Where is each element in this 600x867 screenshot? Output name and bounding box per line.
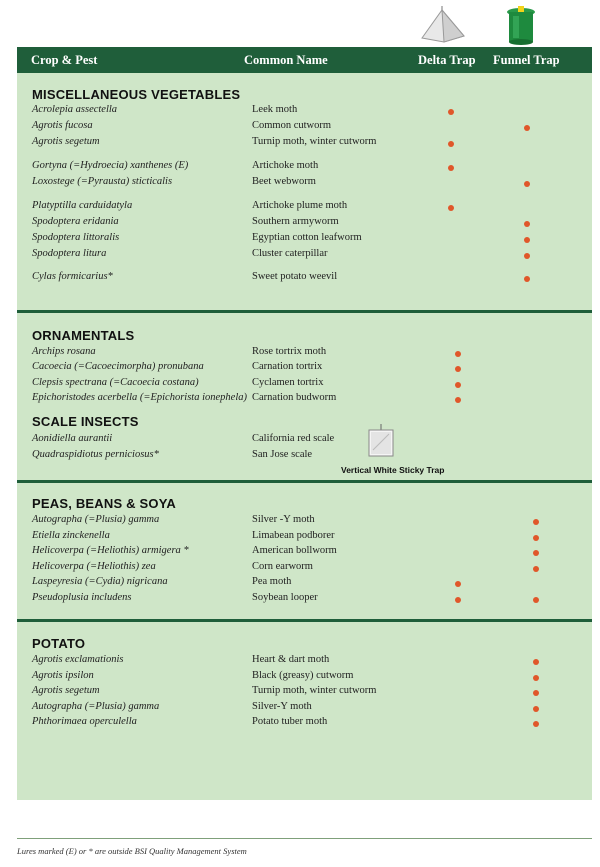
scientific-name: Acrolepia assectella <box>32 104 118 115</box>
table-row <box>0 216 600 231</box>
scientific-name: Autographa (=Plusia) gamma <box>32 514 160 525</box>
funnel-trap-icon <box>503 4 539 46</box>
common-name: Sweet potato weevil <box>252 271 338 282</box>
table-row <box>0 377 600 392</box>
scientific-name: Cylas formicarius* <box>32 271 113 282</box>
table-row <box>0 433 600 448</box>
common-name: Carnation tortrix <box>252 361 323 372</box>
table-row <box>0 701 600 716</box>
scientific-name: Epichoristodes acerbella (=Epichorista ionephela) <box>32 392 248 403</box>
scientific-name: Spodoptera eridania <box>32 216 119 227</box>
sticky-trap-icon <box>366 424 396 460</box>
delta-trap-dot <box>448 109 454 115</box>
footer-divider <box>17 838 592 839</box>
common-name: Corn earworm <box>252 561 313 572</box>
funnel-trap-dot <box>533 659 539 665</box>
table-row <box>0 271 600 286</box>
table-row <box>0 200 600 215</box>
funnel-trap-dot <box>533 675 539 681</box>
common-name: Beet webworm <box>252 176 316 187</box>
common-name: Common cutworm <box>252 120 332 131</box>
delta-trap-dot <box>455 366 461 372</box>
table-row <box>0 136 600 151</box>
scientific-name: Spodoptera litura <box>32 248 107 259</box>
funnel-trap-dot <box>533 535 539 541</box>
scientific-name: Agrotis exclamationis <box>32 654 124 665</box>
common-name: Leek moth <box>252 104 298 115</box>
common-name: Heart & dart moth <box>252 654 330 665</box>
common-name: San Jose scale <box>252 449 313 460</box>
delta-trap-dot <box>455 382 461 388</box>
common-name: American bollworm <box>252 545 337 556</box>
table-row <box>0 716 600 731</box>
table-row <box>0 176 600 191</box>
funnel-trap-dot <box>533 597 539 603</box>
scientific-name: Aonidiella aurantii <box>32 433 113 444</box>
table-header <box>17 47 592 73</box>
funnel-trap-dot <box>524 237 530 243</box>
sticky-trap-label: Vertical White Sticky Trap <box>341 465 445 475</box>
common-name: Southern armyworm <box>252 216 339 227</box>
funnel-trap-dot <box>533 519 539 525</box>
scientific-name: Spodoptera littoralis <box>32 232 120 243</box>
delta-trap-dot <box>455 597 461 603</box>
scientific-name: Autographa (=Plusia) gamma <box>32 701 160 712</box>
common-name: Black (greasy) cutworm <box>252 670 354 681</box>
scientific-name: Platyptilla carduidatyla <box>32 200 133 211</box>
section-title: ORNAMENTALS <box>32 328 135 343</box>
scientific-name: Archips rosana <box>32 346 96 357</box>
section-divider <box>17 310 592 313</box>
scientific-name: Agrotis segetum <box>32 685 100 696</box>
delta-trap-dot <box>455 351 461 357</box>
funnel-trap-dot <box>524 276 530 282</box>
funnel-trap-dot <box>524 125 530 131</box>
header-common-name: Common Name <box>244 53 328 67</box>
common-name: Cyclamen tortrix <box>252 377 324 388</box>
table-row <box>0 232 600 247</box>
scientific-name: Pseudoplusia includens <box>32 592 132 603</box>
table-row <box>0 449 600 464</box>
common-name: Silver-Y moth <box>252 701 312 712</box>
scientific-name: Cacoecia (=Cacoecimorpha) pronubana <box>32 361 204 372</box>
scientific-name: Agrotis segetum <box>32 136 100 147</box>
section-title: MISCELLANEOUS VEGETABLES <box>32 87 241 102</box>
funnel-trap-dot <box>524 221 530 227</box>
table-row <box>0 104 600 119</box>
table-row <box>0 361 600 376</box>
table-row <box>0 685 600 700</box>
table-row <box>0 592 600 607</box>
section-divider <box>17 619 592 622</box>
common-name: Soybean looper <box>252 592 318 603</box>
funnel-trap-dot <box>533 706 539 712</box>
table-row <box>0 545 600 560</box>
common-name: Cluster caterpillar <box>252 248 328 259</box>
table-row <box>0 248 600 263</box>
section-divider <box>17 480 592 483</box>
scientific-name: Helicoverpa (=Heliothis) zea <box>32 561 156 572</box>
funnel-trap-dot <box>533 566 539 572</box>
delta-trap-dot <box>448 141 454 147</box>
section-title: SCALE INSECTS <box>32 414 139 429</box>
scientific-name: Gortyna (=Hydroecia) xanthenes (E) <box>32 160 189 171</box>
common-name: Limabean podborer <box>252 530 335 541</box>
scientific-name: Agrotis ipsilon <box>32 670 94 681</box>
scientific-name: Quadraspidiotus perniciosus* <box>32 449 159 460</box>
common-name: Artichoke plume moth <box>252 200 348 211</box>
header-funnel-trap: Funnel Trap <box>493 53 560 67</box>
footer-note: Lures marked (E) or * are outside BSI Quality Management System <box>17 846 247 856</box>
funnel-trap-dot <box>524 253 530 259</box>
funnel-trap-dot <box>533 550 539 556</box>
header-delta-trap: Delta Trap <box>418 53 476 67</box>
table-row <box>0 670 600 685</box>
scientific-name: Clepsis spectrana (=Cacoecia costana) <box>32 377 199 388</box>
table-row <box>0 392 600 407</box>
delta-trap-dot <box>455 397 461 403</box>
scientific-name: Helicoverpa (=Heliothis) armigera * <box>32 545 189 556</box>
section-title: POTATO <box>32 636 86 651</box>
delta-trap-icon <box>420 6 466 44</box>
funnel-trap-dot <box>524 181 530 187</box>
delta-trap-dot <box>448 165 454 171</box>
scientific-name: Loxostege (=Pyrausta) sticticalis <box>32 176 173 187</box>
common-name: Turnip moth, winter cutworm <box>252 136 377 147</box>
table-row <box>0 654 600 669</box>
common-name: Silver -Y moth <box>252 514 315 525</box>
funnel-trap-dot <box>533 721 539 727</box>
funnel-trap-dot <box>533 690 539 696</box>
common-name: Carnation budworm <box>252 392 337 403</box>
common-name: Artichoke moth <box>252 160 319 171</box>
section-title: PEAS, BEANS & SOYA <box>32 496 176 511</box>
table-row <box>0 346 600 361</box>
common-name: Egyptian cotton leafworm <box>252 232 362 243</box>
scientific-name: Phthorimaea operculella <box>32 716 137 727</box>
header-crop-pest: Crop & Pest <box>31 53 98 67</box>
scientific-name: Laspeyresia (=Cydia) nigricana <box>32 576 168 587</box>
table-row <box>0 576 600 591</box>
delta-trap-dot <box>455 581 461 587</box>
delta-trap-dot <box>448 205 454 211</box>
common-name: Pea moth <box>252 576 292 587</box>
table-row <box>0 514 600 529</box>
common-name: Rose tortrix moth <box>252 346 327 357</box>
table-row <box>0 160 600 175</box>
common-name: California red scale <box>252 433 335 444</box>
scientific-name: Etiella zinckenella <box>32 530 110 541</box>
common-name: Turnip moth, winter cutworm <box>252 685 377 696</box>
table-row <box>0 530 600 545</box>
common-name: Potato tuber moth <box>252 716 328 727</box>
table-row <box>0 120 600 135</box>
table-row <box>0 561 600 576</box>
scientific-name: Agrotis fucosa <box>32 120 93 131</box>
